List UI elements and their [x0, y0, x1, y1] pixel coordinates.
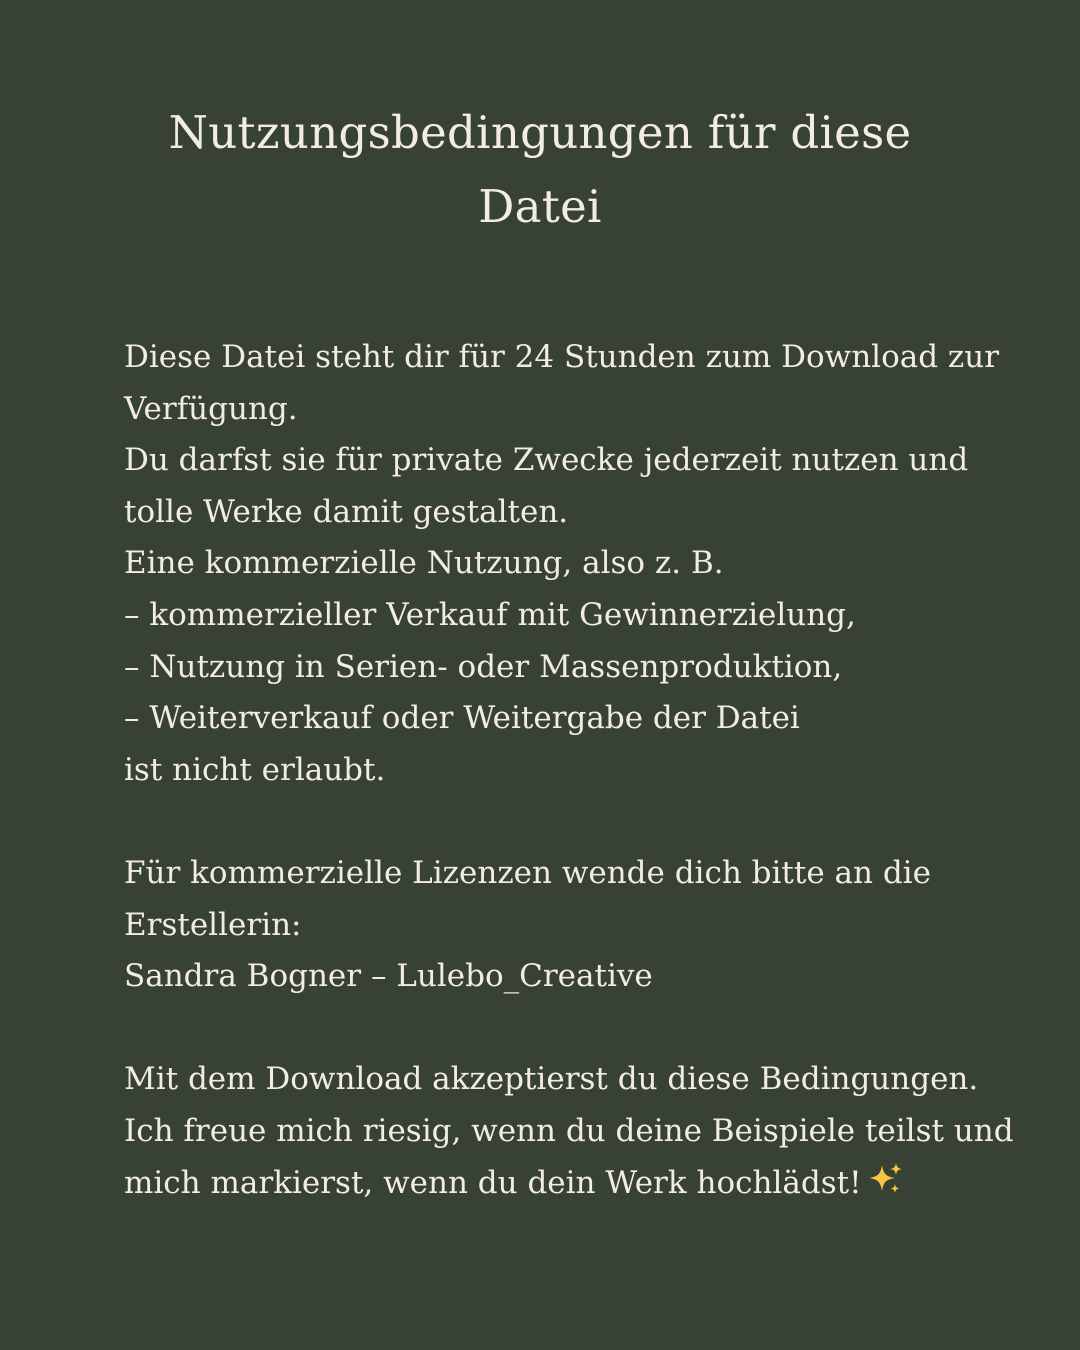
text-line: Diese Datei steht dir für 24 Stunden zum Download zur [124, 339, 1000, 375]
terms-body [124, 332, 1014, 1209]
text-line: ist nicht erlaubt. [124, 751, 386, 788]
paragraph-spacer [124, 1003, 964, 1055]
text-line: mich markierst, wenn du dein Werk hochlädst! [124, 1164, 862, 1201]
paragraph-usage [124, 332, 1000, 796]
text-line: Ich freue mich riesig, wenn du deine Beispiele teilst und [124, 1112, 1014, 1149]
text-line: Du darfst sie für private Zwecke jederzeit nutzen und [124, 442, 969, 479]
text-line: Eine kommerzielle Nutzung, also z. B. [124, 545, 724, 582]
paragraph-spacer [124, 796, 964, 848]
list-item: – Weiterverkauf oder Weitergabe der Datei [124, 700, 800, 737]
text-line: Verfügung. [124, 390, 298, 427]
text-line-with-icon [124, 1158, 964, 1210]
list-item: – Nutzung in Serien- oder Massenproduktion, [124, 648, 843, 685]
text-line: Für kommerzielle Lizenzen wende dich bitte an die [124, 854, 931, 891]
paragraph-license-contact [124, 848, 964, 1003]
title-line-2: Datei [478, 180, 602, 233]
page-title [140, 96, 940, 244]
creator-name: Sandra Bogner – Lulebo_Creative [124, 958, 653, 995]
paragraph-acceptance [124, 1054, 1014, 1209]
text-line: tolle Werke damit gestalten. [124, 493, 569, 530]
title-line-1: Nutzungsbedingungen für diese [168, 106, 912, 159]
sparkles-icon [868, 1161, 904, 1197]
text-line: Mit dem Download akzeptierst du diese Bedingungen. [124, 1061, 979, 1098]
text-line: Erstellerin: [124, 906, 302, 943]
list-item: – kommerzieller Verkauf mit Gewinnerzielung, [124, 596, 856, 633]
